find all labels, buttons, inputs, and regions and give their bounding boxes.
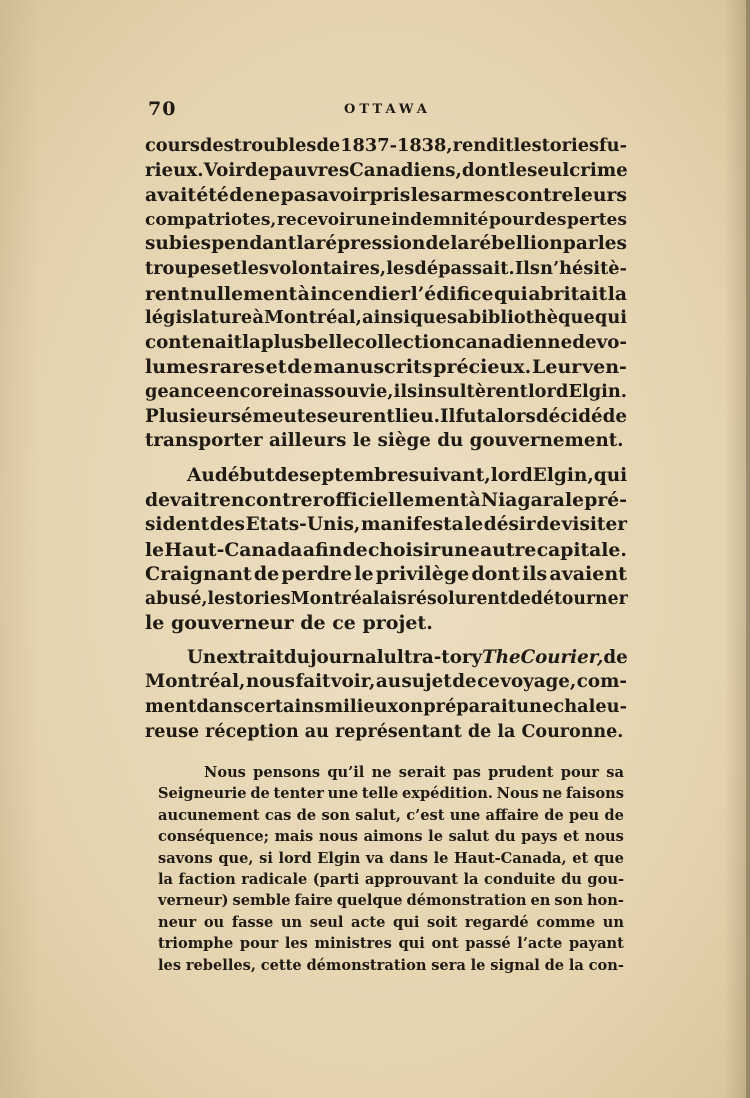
paragraph-3 [145,646,627,744]
text-line: abusé, les tories Montréalais résolurent de détourner [145,588,628,609]
quote-line: triomphe pour les ministres qui ont passé l’acte payant [158,935,624,953]
text-line: le gouverneur de ce projet. [145,612,433,635]
quote-line: neur ou fasse un seul acte qui soit regardé comme un [158,913,624,931]
text-line: Un extrait du journal ultra-tory The Courier, de [187,646,628,668]
text-line: cours des troubles de 1837-1838, rendit les tories fu- [145,135,627,156]
text-line: le Haut-Canada afin de choisir une autre capitale. [145,538,627,561]
text-line: subies pendant la répression de la rébellion par les [145,233,627,255]
text-line: lumes rares et de manuscrits précieux. Leur ven- [145,356,627,379]
page-header [148,98,618,122]
text-line: transporter ailleurs le siège du gouvernement. [145,430,624,452]
text-line: Montréal, nous fait voir, au sujet de ce voyage, com- [145,671,627,693]
text-line: devait rencontrer officiellement à Niagara le pré- [145,489,627,512]
quote-line: savons que, si lord Elgin va dans le Haut-Canada, et que [158,849,624,867]
quote-line: Nous pensons qu’il ne serait pas prudent pour sa [204,764,624,781]
text-line: Plusieurs émeutes eurent lieu. Il fut alors décidé de [145,405,627,427]
text-line: contenait la plus belle collection canadienne de vo- [145,331,627,353]
body-text [145,134,627,744]
paragraph-1 [145,134,627,454]
text-line: compatriotes, recevoir une indemnité pour des pertes [145,209,627,230]
text-line: geance encore inassouvie, ils insultèrent lord Elgin. [145,380,627,402]
page-edge [746,0,750,1098]
text-line: rieux. Voir de pauvres Canadiens, dont le seul crime [145,159,628,181]
text-line: Au début de septembre suivant, lord Elgin, qui [187,464,628,486]
page-number: 70 [148,98,177,120]
text-line: Craignant de perdre le privilège dont ils avaient [145,563,627,586]
text-line: avait été de ne pas avoir pris les armes contre leurs [145,184,627,207]
running-title: OTTAWA [344,102,431,117]
text-line: sident des Etats-Unis, manifesta le désir de visiter [145,513,627,535]
quote-line: la faction radicale (parti approuvant la conduite du gou- [158,870,624,888]
quote-line: Seigneurie de tenter une telle expédition. Nous ne faisons [158,785,624,803]
quote-line: les rebelles, cette démonstration sera le signal de la con- [158,956,624,974]
paragraph-2 [145,464,627,636]
text-line: troupes et les volontaires, les dépassait. Ils n’hésitè- [145,257,627,279]
text-line: ment dans certains milieux on préparait une chaleu- [145,696,627,718]
quote-line: conséquence; mais nous aimons le salut du pays et nous [158,828,624,846]
quote-line: aucunement cas de son salut, c’est une affaire de peu de [158,806,624,824]
quote-line: verneur) semble faire quelque démonstration en son hon- [158,892,624,910]
text-line: reuse réception au représentant de la Couronne. [145,721,624,742]
block-quote [158,762,624,976]
text-line: législature à Montréal, ainsi que sa bibliothèque qui [145,307,627,329]
text-line: rent nullement à incendier l’édifice qui abritait la [145,282,627,305]
